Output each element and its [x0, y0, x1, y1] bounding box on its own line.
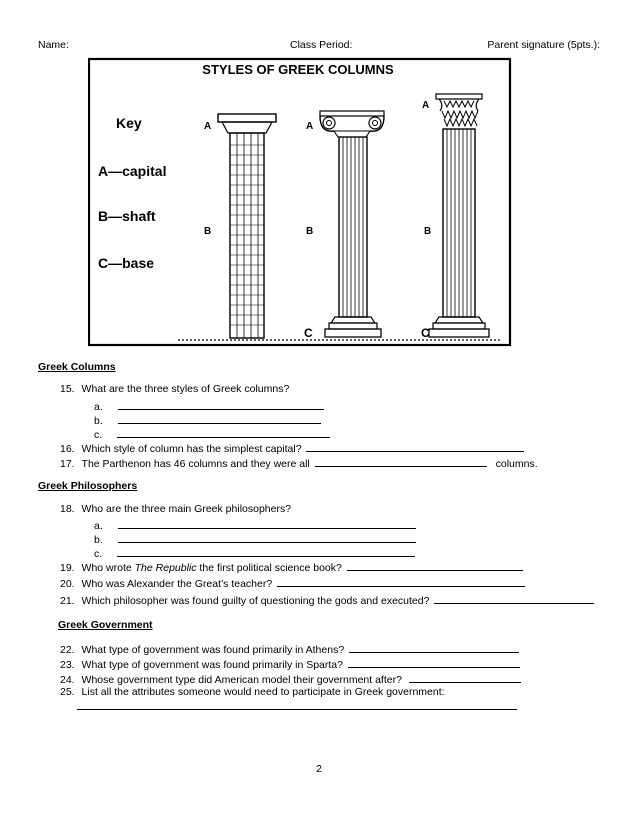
- question-21: 21. Which philosopher was found guilty of questioning the gods and executed?: [60, 593, 594, 607]
- ionic-column: [320, 111, 384, 337]
- question-18: 18. Who are the three main Greek philosophers?: [60, 503, 292, 515]
- class-period-label: Class Period:: [290, 39, 353, 51]
- question-20: 20. Who was Alexander the Great’s teacher?: [60, 576, 525, 590]
- doric-column: [218, 114, 276, 338]
- key-item-base: C—base: [98, 255, 155, 271]
- figure-title: STYLES OF GREEK COLUMNS: [202, 62, 394, 77]
- section-heading-greek-columns: Greek Columns: [38, 361, 116, 373]
- answer-blank[interactable]: [77, 699, 517, 710]
- parent-signature-label: Parent signature (5pts.):: [487, 39, 600, 51]
- book-title: The Republic: [134, 562, 197, 574]
- q18-answer-b: b.: [94, 532, 416, 546]
- q15-answer-a: a.: [94, 399, 324, 413]
- answer-blank[interactable]: [117, 546, 415, 557]
- answer-blank[interactable]: [118, 532, 416, 543]
- q18-answer-c: c.: [94, 546, 415, 560]
- section-heading-greek-government: Greek Government: [58, 619, 153, 631]
- question-16: 16. Which style of column has the simplest capital?: [60, 441, 524, 455]
- question-15: 15. What are the three styles of Greek columns?: [60, 383, 290, 395]
- corinthian-column: [429, 94, 489, 337]
- page-number: 2: [316, 763, 322, 775]
- q25-answer-line: [77, 699, 517, 713]
- answer-blank[interactable]: [315, 456, 487, 467]
- corinthian-label-c: C: [421, 326, 430, 340]
- q18-answer-a: a.: [94, 518, 416, 532]
- columns-illustration: [88, 57, 512, 347]
- question-23: 23. What type of government was found primarily in Sparta?: [60, 657, 520, 671]
- answer-blank[interactable]: [117, 427, 330, 438]
- question-22: 22. What type of government was found primarily in Athens?: [60, 642, 519, 656]
- q15-answer-b: b.: [94, 413, 321, 427]
- key-item-capital: A—capital: [98, 163, 167, 179]
- corinthian-label-a: A: [422, 100, 430, 111]
- question-17: 17. The Parthenon has 46 columns and they were all columns.: [60, 458, 538, 470]
- key-item-shaft: B—shaft: [98, 208, 156, 224]
- answer-blank[interactable]: [118, 413, 321, 424]
- answer-blank[interactable]: [277, 576, 525, 587]
- question-24: 24. Whose government type did American model their government after?: [60, 672, 521, 686]
- answer-blank[interactable]: [348, 657, 520, 668]
- question-19: 19. Who wrote The Republic the first political science book?: [60, 560, 523, 574]
- corinthian-label-b: B: [424, 226, 432, 237]
- key-title: Key: [116, 115, 142, 131]
- answer-blank[interactable]: [306, 441, 524, 452]
- answer-blank[interactable]: [118, 399, 324, 410]
- page-header: [38, 39, 600, 53]
- answer-blank[interactable]: [409, 672, 521, 683]
- answer-blank[interactable]: [118, 518, 416, 529]
- ionic-label-a: A: [306, 121, 314, 132]
- section-heading-greek-philosophers: Greek Philosophers: [38, 480, 138, 492]
- doric-label-a: A: [204, 121, 212, 132]
- answer-blank[interactable]: [349, 642, 519, 653]
- name-label: Name:: [38, 39, 69, 51]
- greek-columns-figure: [88, 57, 512, 347]
- doric-label-b: B: [204, 226, 212, 237]
- question-25: 25. List all the attributes someone would need to participate in Greek government:: [60, 686, 445, 698]
- q15-answer-c: c.: [94, 427, 330, 441]
- ionic-label-b: B: [306, 226, 314, 237]
- ionic-label-c: C: [304, 326, 313, 340]
- answer-blank[interactable]: [347, 560, 523, 571]
- answer-blank[interactable]: [434, 593, 594, 604]
